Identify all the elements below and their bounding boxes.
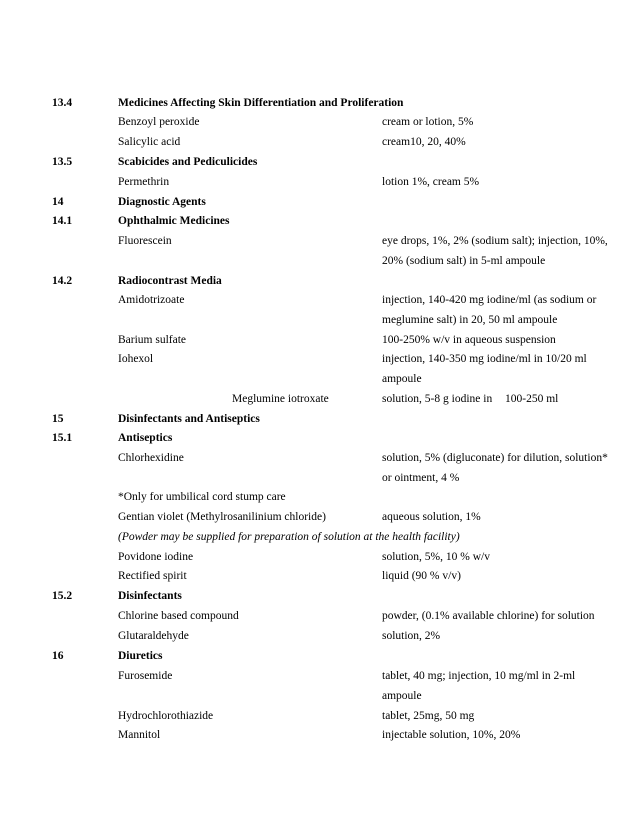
dosage-form: eye drops, 1%, 2% (sodium salt); injection, 10%, xyxy=(382,235,608,247)
section-number: 15.1 xyxy=(52,432,73,444)
dosage-form-volume: 100-250 ml xyxy=(505,393,559,405)
section-number: 13.4 xyxy=(52,97,73,109)
dosage-form: injectable solution, 10%, 20% xyxy=(382,729,521,741)
section-number: 15 xyxy=(52,413,64,425)
medicine-name: Mannitol xyxy=(118,729,161,741)
medicine-name: Iohexol xyxy=(118,353,154,365)
dosage-form-cont: or ointment, 4 % xyxy=(382,472,460,484)
dosage-form: solution, 5%, 10 % w/v xyxy=(382,551,490,563)
dosage-form: cream or lotion, 5% xyxy=(382,116,474,128)
dosage-form: solution, 2% xyxy=(382,630,441,642)
medicine-name: Rectified spirit xyxy=(118,570,187,582)
dosage-form: aqueous solution, 1% xyxy=(382,511,481,523)
dosage-form: liquid (90 % v/v) xyxy=(382,570,461,582)
dosage-form-cont: 20% (sodium salt) in 5-ml ampoule xyxy=(382,255,546,267)
medicine-name: Chlorine based compound xyxy=(118,610,239,622)
footnote: *Only for umbilical cord stump care xyxy=(118,491,286,503)
dosage-form: tablet, 40 mg; injection, 10 mg/ml in 2-ml xyxy=(382,670,576,682)
medicine-name: Glutaraldehyde xyxy=(118,630,189,642)
section-title: Ophthalmic Medicines xyxy=(118,215,230,227)
medicine-name: Salicylic acid xyxy=(118,136,181,148)
section-title: Disinfectants xyxy=(118,590,182,602)
dosage-form: injection, 140-350 mg iodine/ml in 10/20 ml xyxy=(382,353,587,365)
section-number: 15.2 xyxy=(52,590,73,602)
medicine-name: Meglumine iotroxate xyxy=(232,393,329,405)
medicine-name: Fluorescein xyxy=(118,235,172,247)
medicine-name: Barium sulfate xyxy=(118,334,187,346)
medicine-name: Gentian violet (Methylrosanilinium chloride) xyxy=(118,511,326,523)
medicine-name: Hydrochlorothiazide xyxy=(118,710,214,722)
medicine-name: Permethrin xyxy=(118,176,170,188)
section-number: 14.1 xyxy=(52,215,73,227)
section-title: Diagnostic Agents xyxy=(118,196,206,208)
section-number: 16 xyxy=(52,650,64,662)
medicine-name: Chlorhexidine xyxy=(118,452,184,464)
medicine-name: Amidotrizoate xyxy=(118,294,185,306)
medicine-name: Furosemide xyxy=(118,670,173,682)
section-title: Disinfectants and Antiseptics xyxy=(118,413,260,425)
dosage-form: lotion 1%, cream 5% xyxy=(382,176,480,188)
section-title: Antiseptics xyxy=(118,432,173,444)
medicine-name: Povidone iodine xyxy=(118,551,194,563)
dosage-form: tablet, 25mg, 50 mg xyxy=(382,710,475,722)
section-number: 13.5 xyxy=(52,156,73,168)
italic-note: (Powder may be supplied for preparation of solution at the health facility) xyxy=(118,531,460,543)
dosage-form: 100-250% w/v in aqueous suspension xyxy=(382,334,556,346)
section-title: Medicines Affecting Skin Differentiation and Proliferation xyxy=(118,97,404,109)
dosage-form-cont: ampoule xyxy=(382,690,422,702)
dosage-form: cream10, 20, 40% xyxy=(382,136,466,148)
dosage-form-cont: ampoule xyxy=(382,373,422,385)
section-title: Diuretics xyxy=(118,650,163,662)
section-title: Radiocontrast Media xyxy=(118,275,222,287)
section-number: 14 xyxy=(52,196,64,208)
dosage-form: solution, 5% (digluconate) for dilution, solution* xyxy=(382,452,608,464)
dosage-form: injection, 140-420 mg iodine/ml (as sodium or xyxy=(382,294,597,306)
medicine-name: Benzoyl peroxide xyxy=(118,116,200,128)
dosage-form: solution, 5-8 g iodine in xyxy=(382,393,493,405)
dosage-form: powder, (0.1% available chlorine) for solution xyxy=(382,610,595,622)
section-number: 14.2 xyxy=(52,275,73,287)
section-title: Scabicides and Pediculicides xyxy=(118,156,258,168)
dosage-form-cont: meglumine salt) in 20, 50 ml ampoule xyxy=(382,314,558,326)
